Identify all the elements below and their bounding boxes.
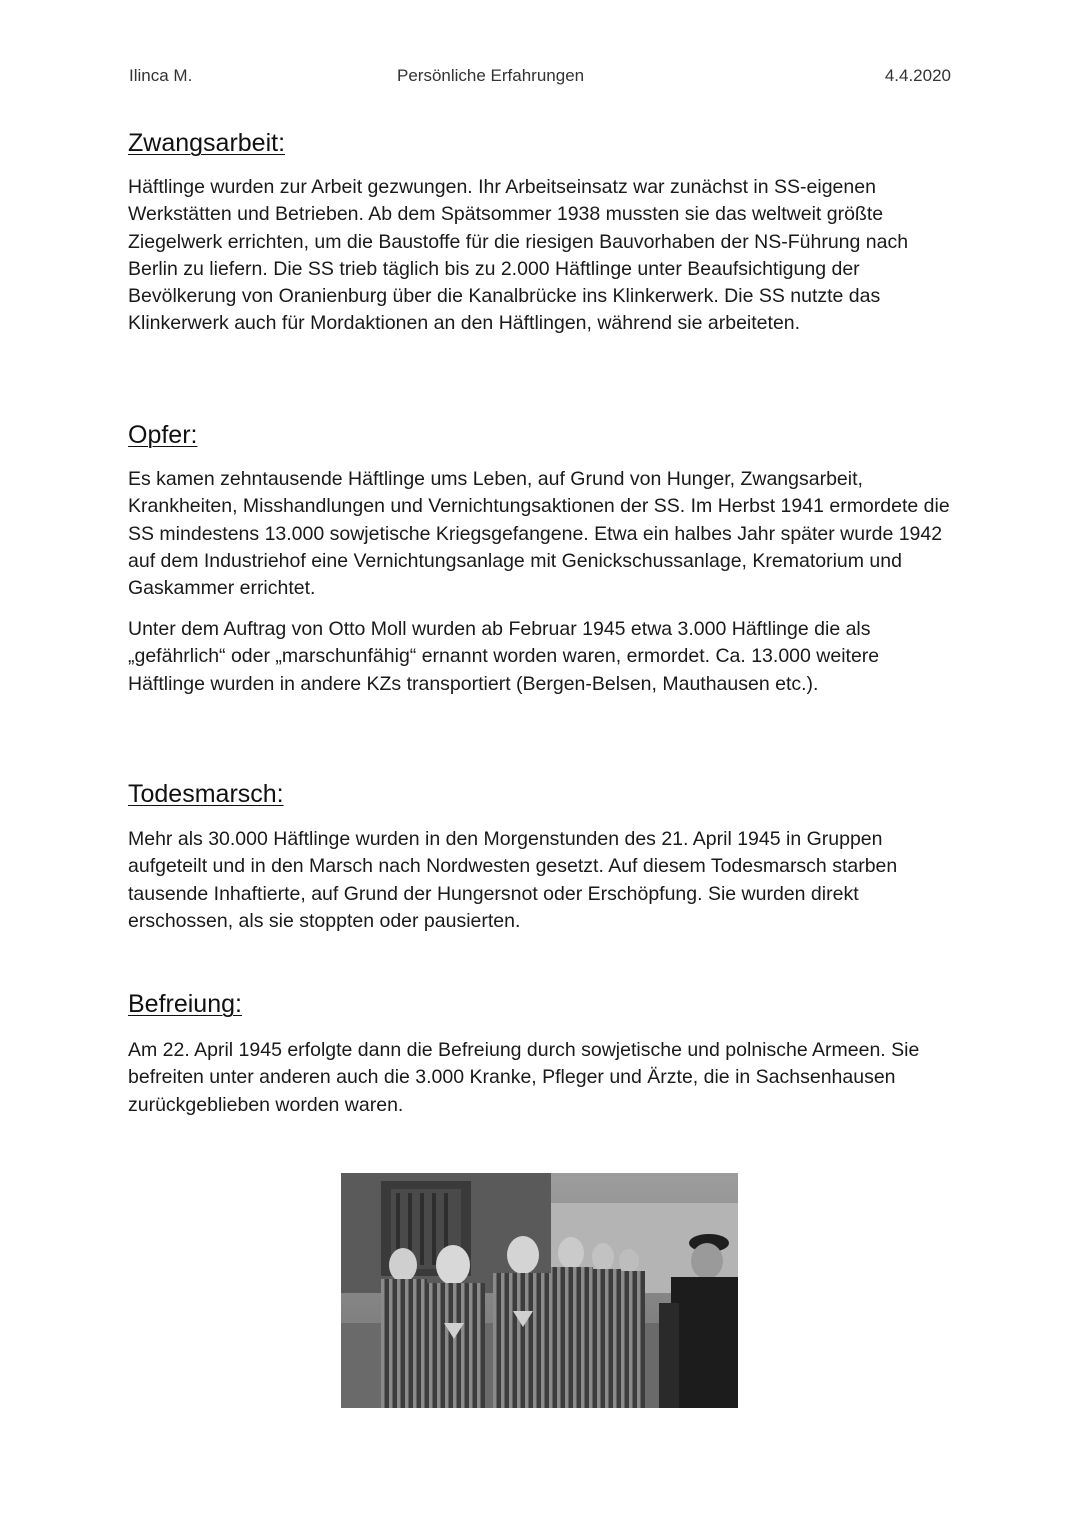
paragraph-opfer-1: Es kamen zehntausende Häftlinge ums Leben, auf Grund von Hunger, Zwangsarbeit, Krankheiten, Misshandlungen und Vernichtungsaktionen der SS. Im Herbst 1941 ermordete die SS mindestens 13.000 sowjetische Kriegsgefangene. Etwa ein halbes Jahr später wurde 1942 auf dem Industriehof eine Vernichtungsanlage mit Genickschussanlage, Krematorium und Gaskammer errichtet. xyxy=(128,468,950,600)
header-title: Persönliche Erfahrungen xyxy=(397,66,585,85)
historical-photo xyxy=(341,1173,738,1408)
header-date: 4.4.2020 xyxy=(884,66,951,85)
paragraph-befreiung: Am 22. April 1945 erfolgte dann die Befreiung durch sowjetische und polnische Armeen. Sie befreiten unter anderen auch die 3.000 Kranke, Pfleger und Ärzte, die in Sachsenhausen zurückgeblieben worden waren. xyxy=(128,1039,920,1116)
paragraph-zwangsarbeit: Häftlinge wurden zur Arbeit gezwungen. Ihr Arbeitseinsatz war zunächst in SS-eigenen Werkstätten und Betrieben. Ab dem Spätsommer 1938 mussten sie das weltweit größte Ziegelwerk errichten, um die Baustoffe für die riesigen Bauvorhaben der NS-Führung nach Berlin zu liefern. Die SS trieb täglich bis zu 2.000 Häftlinge unter Beaufsichtigung der Bevölkerung von Oranienburg über die Kanalbrücke ins Klinkerwerk. Die SS nutzte das Klinkerwerk auch für Mordaktionen an den Häftlingen, während sie arbeiteten. xyxy=(128,176,909,335)
heading-todesmarsch: Todesmarsch: xyxy=(128,780,284,808)
header-author: Ilinca M. xyxy=(129,66,193,85)
heading-befreiung: Befreiung: xyxy=(128,990,242,1018)
page-header xyxy=(129,66,951,88)
heading-zwangsarbeit: Zwangsarbeit: xyxy=(128,129,286,157)
paragraph-opfer-2: Unter dem Auftrag von Otto Moll wurden ab Februar 1945 etwa 3.000 Häftlinge die als „gefährlich“ oder „marschunfähig“ ernannt worden waren, ermordet. Ca. 13.000 weitere Häftlinge wurden in andere KZs transportiert (Bergen-Belsen, Mauthausen etc.). xyxy=(128,618,880,695)
paragraph-todesmarsch: Mehr als 30.000 Häftlinge wurden in den Morgenstunden des 21. April 1945 in Gruppen aufgeteilt und in den Marsch nach Nordwesten gesetzt. Auf diesem Todesmarsch starben tausende Inhaftierte, auf Grund der Hungersnot oder Erschöpfung. Sie wurden direkt erschossen, als sie stoppten oder pausierten. xyxy=(128,828,898,932)
heading-opfer: Opfer: xyxy=(128,421,198,449)
